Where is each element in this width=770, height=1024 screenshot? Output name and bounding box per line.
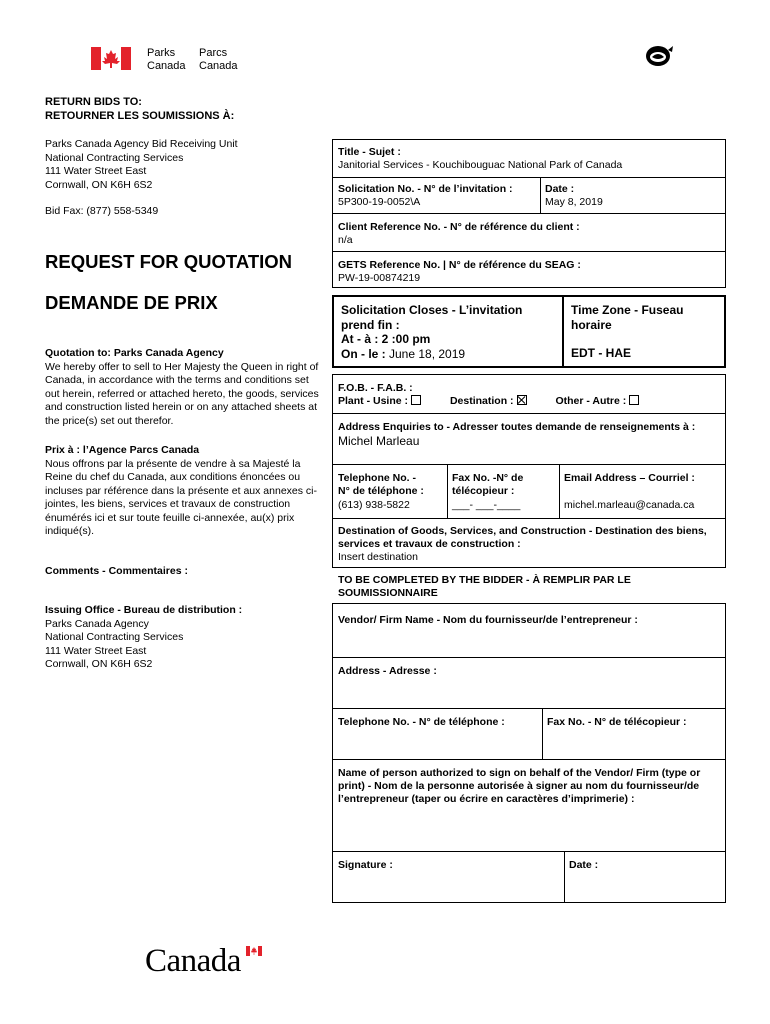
closes-line1: Solicitation Closes - L’invitation	[341, 303, 523, 317]
return-address-line: 111 Water Street East	[45, 165, 147, 177]
bid-fax: Bid Fax: (877) 558-5349	[45, 205, 159, 217]
beaver-logo-icon	[644, 42, 674, 68]
issuing-office	[45, 604, 242, 672]
quotation-heading: Quotation to: Parks Canada Agency	[45, 347, 224, 359]
return-address-line: National Contracting Services	[45, 151, 184, 164]
contact-name: Michel Marleau	[338, 434, 420, 448]
address-enquiries-cell	[333, 418, 725, 451]
quotation-block	[45, 347, 323, 428]
gets-ref-value: PW-19-00874219	[338, 272, 421, 284]
date-cell	[540, 180, 725, 212]
client-ref-value: n/a	[338, 234, 353, 246]
closes-line2: prend fin :	[341, 317, 400, 332]
fob-cell	[333, 379, 725, 411]
comments-label: Comments - Commentaires :	[45, 565, 188, 577]
client-ref-label: Client Reference No. - N° de référence du client :	[338, 221, 580, 233]
prix-block	[45, 444, 325, 539]
address-enquiries-label: Address Enquiries to - Adresser toutes demande de renseignements à :	[338, 421, 696, 433]
destination-goods-cell	[333, 522, 725, 567]
telephone-label-1: Telephone No. -	[338, 472, 416, 484]
return-bids-title	[45, 95, 234, 123]
closing-cell	[336, 300, 562, 364]
authorized-person-field[interactable]: Name of person authorized to sign on behalf of the Vendor/ Firm (type or print) - Nom de la personne autorisée à signer au nom du fournisseur/de l’entrepreneur (taper ou écrire en caractères d’imprimerie) :	[338, 767, 701, 805]
fax-label-2: télécopieur :	[452, 485, 515, 497]
destination-checkbox[interactable]	[517, 395, 527, 405]
plant-label: Plant - Usine :	[338, 395, 409, 407]
destination-label: Destination :	[449, 395, 514, 407]
gets-ref-cell	[333, 256, 725, 288]
telephone-cell	[333, 469, 447, 515]
header-canada-fr: Canada	[199, 59, 238, 72]
fob-options	[338, 395, 720, 408]
solicitation-info-box	[332, 139, 726, 288]
prix-body: Nous offrons par la présente de vendre à sa Majesté la Reine du chef du Canada, aux conditions énoncées ou incluses par référence dans la présente et aux annexes ci-jointes, les biens, services et travaux de construction énumérés ici et sur toute feuille ci-annexée, au(x) prix indiqué(s).	[45, 457, 317, 537]
issuing-address-line: Cornwall, ON K6H 6S2	[45, 658, 153, 670]
canada-flag-icon	[91, 47, 131, 70]
title-label: Title - Sujet :	[338, 146, 401, 158]
bidder-heading: TO BE COMPLETED BY THE BIDDER - À REMPLIR PAR LE SOUMISSIONNAIRE	[338, 574, 631, 599]
return-bids-title-en: RETURN BIDS TO:	[45, 96, 142, 108]
vendor-telephone-field[interactable]: Telephone No. - N° de téléphone :	[338, 716, 505, 728]
destination-goods-label: Destination of Goods, Services, and Construction - Destination des biens, services et travaux de construction :	[338, 525, 707, 550]
telephone-value: (613) 938-5822	[338, 499, 410, 511]
return-address-line: Cornwall, ON K6H 6S2	[45, 178, 153, 191]
prix-heading: Prix à : l’Agence Parcs Canada	[45, 444, 200, 456]
title-value: Janitorial Services - Kouchibouguac National Park of Canada	[338, 159, 623, 171]
closes-on-label: On - le :	[341, 346, 386, 361]
rfq-heading: REQUEST FOR QUOTATION	[45, 251, 293, 272]
email-cell	[559, 469, 725, 515]
wordmark-flag-icon	[246, 946, 262, 956]
quotation-body: We hereby offer to sell to Her Majesty the Queen in right of Canada, in accordance with the terms and conditions set out herein, referred or attached hereto, the goods, services and construction listed herein or on any attached sheets at the price(s) set out therefor.	[45, 360, 319, 427]
return-address	[45, 138, 238, 192]
bidder-box	[332, 603, 726, 903]
fax-value: ___- ___-____	[452, 499, 521, 511]
return-bids-title-fr: RETOURNER LES SOUMISSIONS À:	[45, 110, 235, 122]
issuing-address-line: Parks Canada Agency	[45, 617, 149, 630]
solicitation-no-label: Solicitation No. - N° de l’invitation :	[338, 183, 513, 195]
canada-wordmark: Canada	[145, 943, 241, 979]
header-parks-fr: Parcs	[199, 47, 228, 59]
date-label: Date :	[545, 183, 575, 195]
closes-on-value: June 18, 2019	[385, 346, 466, 361]
issuing-address-line: 111 Water Street East	[45, 644, 147, 657]
signature-date-field[interactable]: Date :	[569, 859, 599, 871]
gets-ref-label: GETS Reference No. | N° de référence du SEAG :	[338, 259, 581, 271]
other-checkbox[interactable]	[629, 395, 639, 405]
issuing-address-line: National Contracting Services	[45, 631, 184, 643]
closes-at: At - à : 2 :00 pm	[341, 332, 431, 346]
tz-value: EDT - HAE	[571, 346, 631, 360]
email-label: Email Address – Courriel :	[564, 472, 695, 484]
telephone-label-2: N° de téléphone :	[338, 485, 424, 497]
enquiries-box	[332, 374, 726, 568]
fax-label-1: Fax No. -N° de	[452, 472, 524, 484]
destination-goods-value: Insert destination	[338, 551, 418, 563]
email-value: michel.marleau@canada.ca	[564, 499, 695, 511]
vendor-fax-field[interactable]: Fax No. - N° de télécopieur :	[547, 716, 687, 728]
solicitation-no-value: 5P300-19-0052\A	[338, 196, 421, 208]
client-ref-cell	[333, 218, 725, 250]
closing-box	[332, 295, 726, 368]
timezone-cell	[566, 300, 724, 364]
title-cell	[333, 143, 725, 175]
vendor-address-field[interactable]: Address - Adresse :	[338, 665, 437, 677]
plant-checkbox[interactable]	[411, 395, 421, 405]
date-value: May 8, 2019	[545, 196, 603, 208]
issuing-label: Issuing Office - Bureau de distribution :	[45, 604, 243, 616]
dp-heading: DEMANDE DE PRIX	[45, 292, 218, 313]
other-label: Other - Autre :	[555, 395, 627, 407]
fob-label: F.O.B. - F.A.B. :	[338, 382, 413, 394]
signature-field[interactable]: Signature :	[338, 859, 393, 871]
tz-line1: Time Zone - Fuseau	[571, 303, 684, 317]
tz-line2: horaire	[571, 317, 612, 332]
header-parks-en: Parks	[147, 47, 176, 59]
header-canada-en: Canada	[147, 59, 186, 72]
fax-cell	[447, 469, 559, 515]
vendor-name-field[interactable]: Vendor/ Firm Name - Nom du fournisseur/de l’entrepreneur :	[338, 614, 638, 626]
solicitation-no-cell	[333, 180, 540, 212]
closes-on	[341, 347, 557, 362]
return-address-line: Parks Canada Agency Bid Receiving Unit	[45, 138, 238, 150]
